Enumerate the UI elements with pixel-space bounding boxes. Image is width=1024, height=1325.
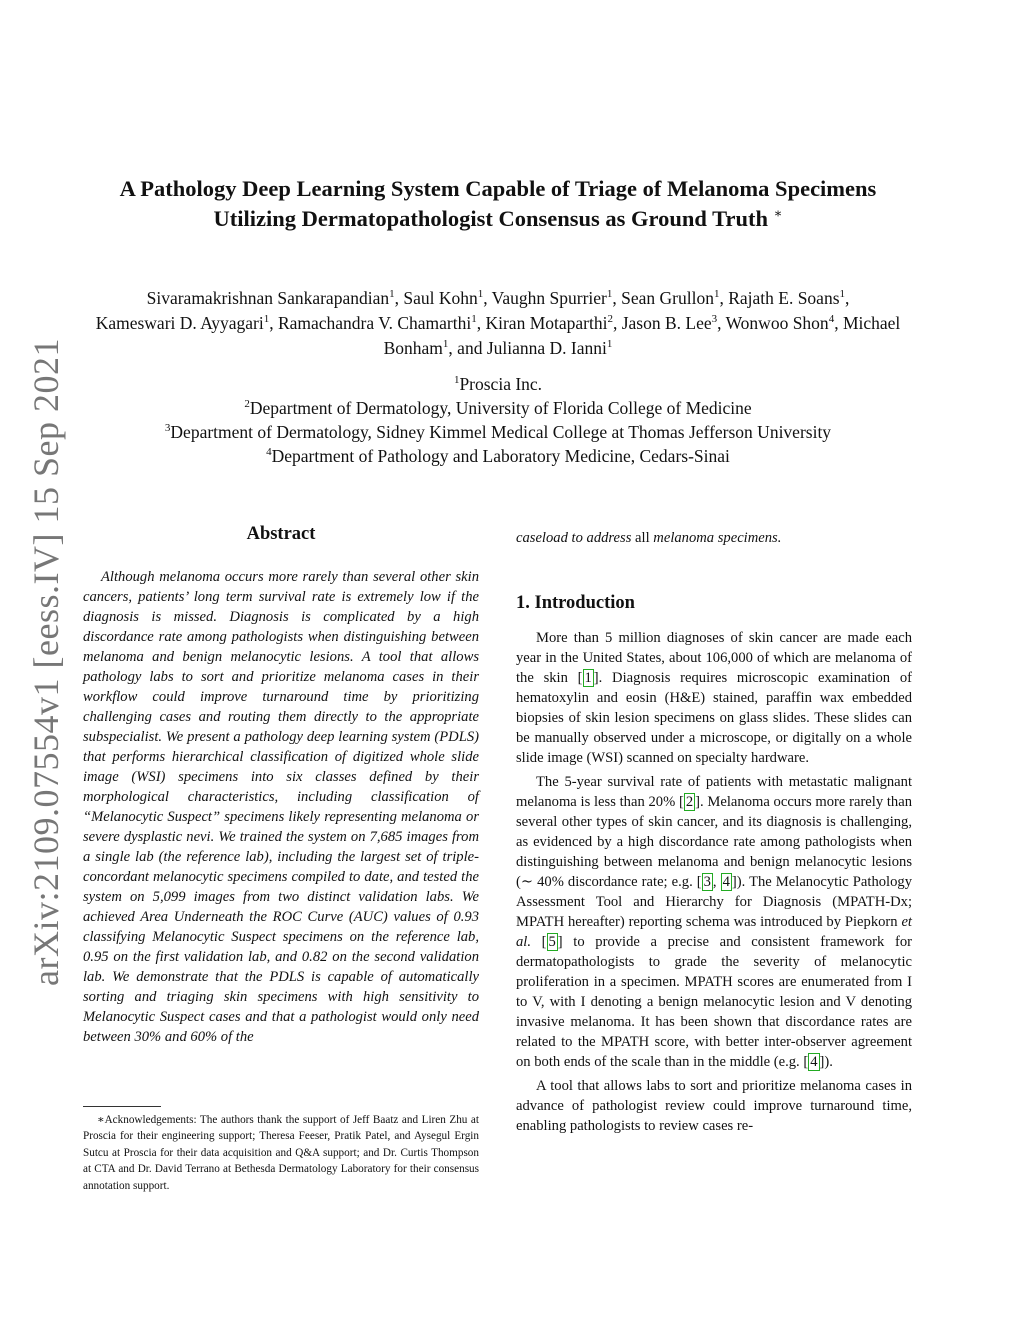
- author: Julianna D. Ianni$^1$: [486, 338, 613, 358]
- affiliation: $^2$Department of Dermatology, University of Florida College of Medicine: [244, 398, 752, 418]
- author: Kameswari D. Ayyagari$^1$: [95, 313, 270, 333]
- author: Vaughn Spurrier$^1$: [491, 288, 613, 308]
- introduction-heading: 1. Introduction: [516, 593, 635, 613]
- citation-link[interactable]: 5: [548, 934, 556, 950]
- left-column: [83, 524, 479, 1047]
- author: Wonwoo Shon$^4$: [725, 313, 835, 333]
- affiliation-list: [88, 372, 908, 468]
- abstract-body: Although melanoma occurs more rarely than several other skin cancers, patients’ long term survival rate is extremely low if the diagnosis is missed. Diagnosis is complicated by a high discordance rate among pathologists when distinguishing between melanoma and benign melanocytic lesions. A tool that allows pathology labs to sort and prioritize melanoma cases in their workflow could improve turnaround time by prioritizing challenging cases and routing them directly to the appropriate subspecialist. We present a pathology deep learning system (PDLS) that performs hierarchical classification of digitized whole slide image (WSI) specimens into six classes defined by their morphological characteristics, including classification of “Melanocytic Suspect” specimens likely representing melanoma or severe dysplastic nevi. We trained the system on 7,685 images from a single lab (the reference lab), including the largest set of triple-concordant melanocytic specimens compiled to date, and tested the system on 5,099 images from two distinct validation labs. We achieved Area Underneath the ROC Curve (AUC) values of 0.93 classifying Melanocytic Suspect specimens on the reference lab, 0.95 on the first validation lab, and 0.82 on the second validation lab. We demonstrate that the PDLS is capable of automatically sorting and triaging skin specimens with high sensitivity to Melanocytic Suspect cases and that a pathologist would only need between 30% and 60% of the: [83, 569, 479, 1045]
- citation-link[interactable]: 4: [722, 874, 730, 890]
- author: Rajath E. Soans$^1$: [728, 288, 846, 308]
- affiliation: $^4$Department of Pathology and Laboratory Medicine, Cedars-Sinai: [266, 446, 730, 466]
- abstract-continuation: caseload to address all melanoma specimens.: [516, 530, 782, 546]
- author: Ramachandra V. Chamarthi$^1$: [277, 313, 477, 333]
- right-column: [516, 528, 912, 1140]
- intro-paragraph-3: A tool that allows labs to sort and prioritize melanoma cases in advance of pathologist review could improve turnaround time, enabling pathologists to review cases re-: [516, 1078, 912, 1134]
- title-line-2: Utilizing Dermatopathologist Consensus as Ground Truth ∗: [213, 205, 783, 231]
- arxiv-identifier: arXiv:2109.07554v1 [eess.IV] 15 Sep 2021: [26, 338, 66, 986]
- footnote-divider: [83, 1106, 161, 1107]
- citation-link[interactable]: 2: [685, 794, 694, 810]
- affiliation: $^1$Proscia Inc.: [453, 374, 543, 394]
- affiliation: $^3$Department of Dermatology, Sidney Kimmel Medical College at Thomas Jefferson University: [164, 422, 832, 442]
- acknowledgements-footnote: ∗Acknowledgements: The authors thank the support of Jeff Baatz and Liren Zhu at Proscia for their engineering support; Theresa Feeser, Pratik Patel, and Aysegul Ergin Sutcu at Proscia for their data acquisition and Q&A support; and Dr. Curtis Thompson at CTA and Dr. David Terrano at Bethesda Dermatology Laboratory for their consensus annotation support.: [83, 1114, 479, 1192]
- citation-link[interactable]: 3: [703, 874, 711, 890]
- intro-paragraph-1: More than 5 million diagnoses of skin cancer are made each year in the United States, about 106,000 of which are melanoma of the skin [ 1 ]. Diagnosis requires microscopic examination of hematoxylin and eosin (H&E) stained, paraffin wax embedded biopsies of skin lesion specimens on glass slides. These slides can be manually observed under a microscope, or digitally on a whole slide image (WSI) scanned on specialty hardware.: [516, 630, 912, 766]
- author: Jason B. Lee$^3$: [621, 313, 718, 333]
- citation-link[interactable]: 4: [810, 1054, 818, 1070]
- intro-paragraph-2: The 5-year survival rate of patients with metastatic malignant melanoma is less than 20% [ 2 ]. Melanoma occurs more rarely than several other types of skin cancer, and its diagnosis is challenging, as evidenced by a high discordance rate among pathologists when distinguishing between melanoma and benign melanocytic lesions (∼ 40% discordance rate; e.g. [ 3 , 4 ]). The Melanocytic Pathology Assessment Tool and Hierarchy for Diagnosis (MPATH-Dx; MPATH hereafter) reporting schema was introduced by Piepkorn et al. [ 5 ] to provide a precise and consistent framework for dermatopathologists to grade the severity of melanocytic proliferation in a specimen. MPATH scores are enumerated from I to V, with I denoting a benign melanocytic lesion and V denoting invasive melanoma. It has been shown that discordance rates are related to the MPATH score, with better inter-observer agreement on both ends of the scale than in the middle (e.g. [ 4 ]).: [516, 774, 913, 1070]
- citation-link[interactable]: 1: [584, 670, 592, 686]
- author: Kiran Motaparthi$^2$: [485, 313, 613, 333]
- author: Michael Bonham$^1$: [383, 313, 901, 358]
- paper-title: [90, 174, 906, 234]
- author: Sivaramakrishnan Sankarapandian$^1$: [146, 288, 395, 308]
- author-list: Sivaramakrishnan Sankarapandian$^1$, Saul Kohn$^1$, Vaughn Spurrier$^1$, Sean Grullon$^1$, Rajath E. Soans$^1$, Kameswari D. Ayyagari$^1$, Ramachandra V. Chamarthi$^1$, Kiran Motaparthi$^2$, Jason B. Lee$^3$, Wonwoo Shon$^4$, Michael Bonham$^1$, and Julianna D. Ianni$^1$: [95, 288, 901, 358]
- title-footnote-mark: ∗: [773, 205, 783, 221]
- author: Sean Grullon$^1$: [621, 288, 720, 308]
- abstract-heading: Abstract: [246, 524, 316, 544]
- title-line-1: A Pathology Deep Learning System Capable of Triage of Melanoma Specimens: [119, 176, 877, 201]
- author: Saul Kohn$^1$: [403, 288, 484, 308]
